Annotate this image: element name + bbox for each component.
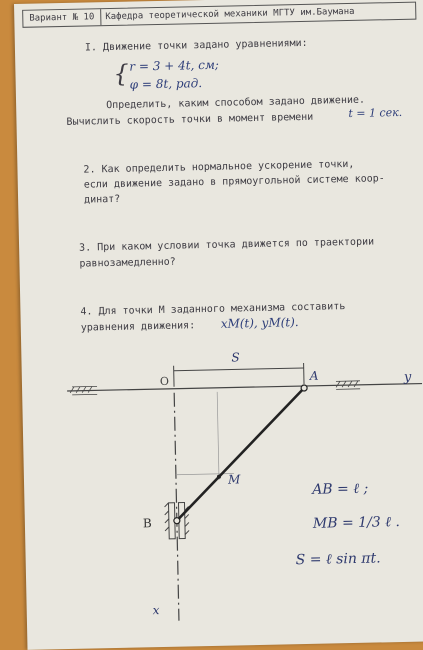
exam-sheet	[14, 0, 423, 650]
task2-line2: если движение задано в прямоугольной системе коор-	[83, 173, 385, 191]
task1-time: t = 1 сек.	[348, 105, 403, 121]
task1-title: I. Движение точки задано уравнениями:	[84, 37, 308, 54]
label-s: S	[231, 350, 240, 365]
task4-line1: 4. Для точки М заданного механизма составить	[80, 301, 346, 318]
guide-line-m	[217, 392, 219, 480]
label-y: y	[403, 369, 412, 385]
joint-a	[301, 385, 307, 391]
horizontal-axis	[67, 384, 422, 391]
label-o: O	[159, 374, 170, 389]
task3-line1: 3. При каком условии точка движется по траектории	[79, 236, 375, 254]
label-a: A	[309, 368, 319, 383]
s-dimension-line	[174, 368, 304, 371]
label-m: M	[227, 472, 241, 487]
relation-ab: AB = ℓ ;	[312, 480, 369, 498]
task1-equation-r: r = 3 + 4t, см;	[129, 57, 220, 74]
label-b: B	[142, 516, 152, 531]
guide-line-mx	[176, 473, 234, 474]
system-brace: {	[113, 59, 130, 88]
variant-number: Вариант № 10	[23, 9, 101, 27]
task4-formula: xM(t), yM(t).	[220, 315, 299, 331]
task3-line2: равнозамедленно?	[79, 256, 176, 270]
joint-b	[174, 518, 180, 524]
label-x: x	[152, 603, 160, 618]
task2-line1: 2. Как определить нормальное ускорение точки,	[83, 158, 355, 176]
task1-equation-phi: φ = 8t, рад.	[129, 76, 203, 92]
task1-line1: Определить, каким способом задано движение.	[106, 94, 366, 112]
task1-line2: Вычислить скорость точки в момент времени	[66, 111, 314, 128]
task2-line3: динат?	[84, 193, 121, 206]
department-name: Кафедра теоретической механики МГТУ им.Баумана	[105, 6, 355, 23]
relation-mb: MB = 1/3 ℓ .	[312, 514, 401, 532]
rod-ab	[174, 388, 307, 521]
task4-line2: уравнения движения:	[80, 320, 196, 334]
mechanism-diagram	[14, 0, 423, 650]
relation-s: S = ℓ sin πt.	[295, 550, 381, 569]
